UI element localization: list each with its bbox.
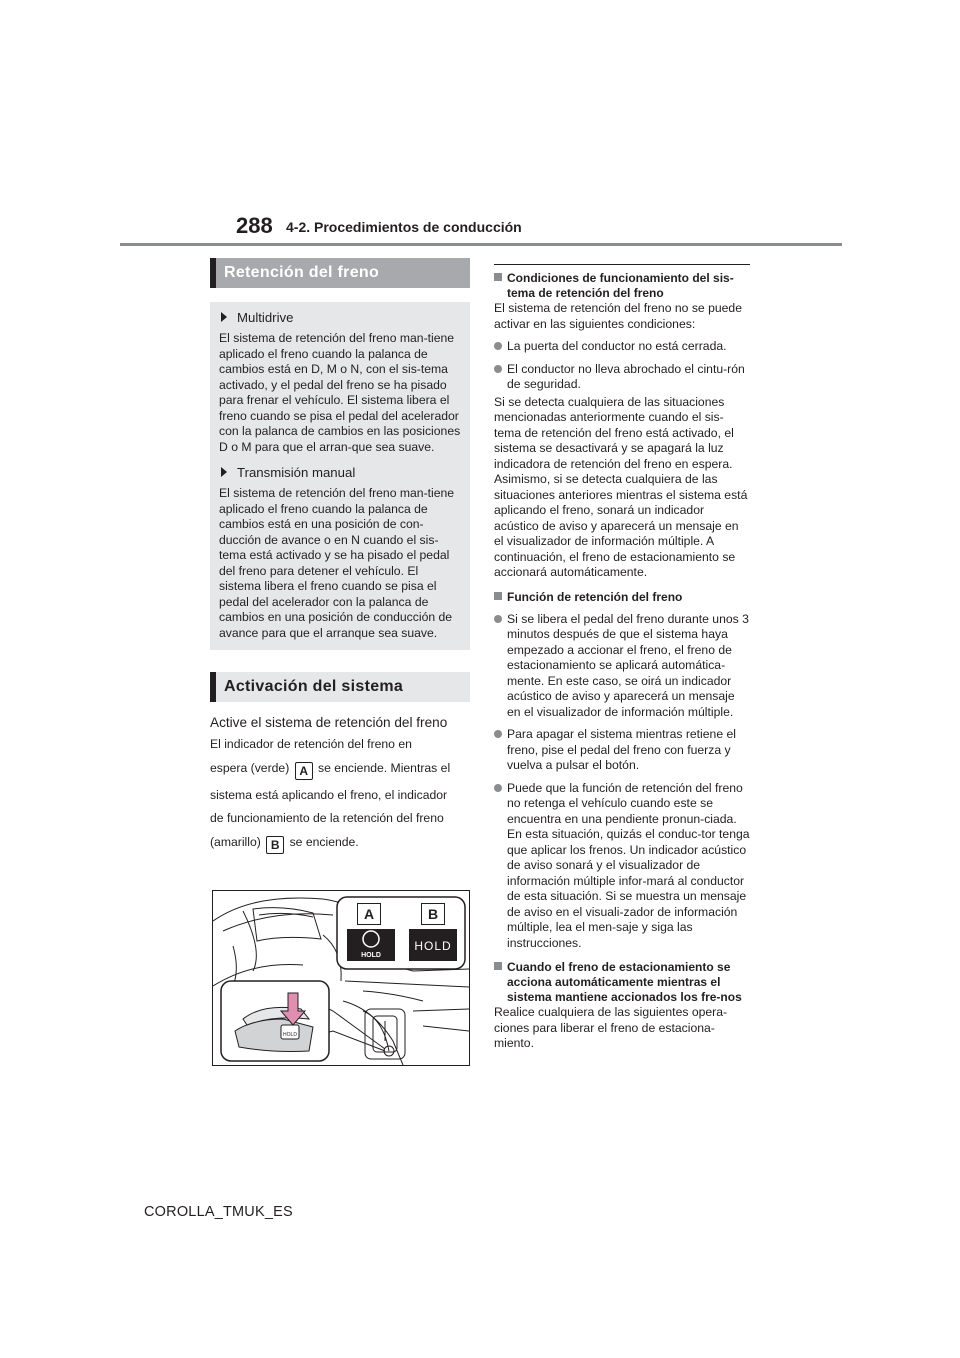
multidrive-heading	[219, 310, 461, 326]
parking-heading-text: Cuando el freno de estacionamiento se acciona automáticamente mientras el sistema mantiene accionados los fre-nos	[507, 960, 742, 1004]
round-bullet-icon	[494, 615, 502, 623]
function-heading	[494, 590, 750, 605]
list-item-text: Si se libera el pedal del freno durante unos 3 minutos después de que el sistema haya empezado a accionar el freno, el freno de estacionamiento se aplicará automática-mente. En este caso, se oirá un indicador acústico de aviso y aparecerá un mensaje en el visualizador de información múltiple.	[507, 611, 749, 719]
activation-line-2b: se enciende. Mientras el	[318, 760, 451, 775]
badge-a: A	[295, 762, 313, 780]
document-code: COROLLA_TMUK_ES	[144, 1204, 293, 1220]
header-accent-bar	[210, 258, 216, 288]
activation-line-5a: (amarillo)	[210, 834, 261, 849]
list-item	[494, 362, 750, 393]
page-number: 288	[236, 213, 273, 238]
hold-indicator-large-text: HOLD	[414, 939, 452, 953]
manual-text: El sistema de retención del freno man-tiene aplicado el freno cuando la palanca de cambios está en una posición de con-ducción de avance o en N cuando el sis-tema está activado y se ha pisado el pedal del freno para detener el vehículo. El sistema libera el freno cuando se pisa el pedal del acelerador con la palanca de cambios en una posición de conducción de avance para que el arranque sea suave.	[219, 486, 455, 640]
square-bullet-icon	[494, 962, 502, 970]
list-item-text: El conductor no lleva abrochado el cintu-rón de seguridad.	[507, 361, 745, 391]
multidrive-text: El sistema de retención del freno man-tiene aplicado el freno cuando la palanca de cambios está en D, M o N, con el sis-tema activado, y el pedal del freno se ha pisado para frenar el vehículo. El sistema libera el freno cuando se pisa el pedal del acelerador con la palanca de cambios en las posiciones D o M para que el arran-que sea suave.	[219, 331, 461, 454]
section-title: 4-2. Procedimientos de conducción	[286, 219, 522, 235]
list-item	[494, 612, 750, 721]
list-item	[494, 339, 750, 355]
conditions-paragraph: Si se detecta cualquiera de las situaciones mencionadas anteriormente cuando el sis-tema de retención del freno está activado, el sistema se desactivará y se apagará la luz indicadora de retención del freno en espera. Asimismo, si se detecta cualquiera de las situaciones anteriores mientras el sistema está aplicando el freno, sonará un indicador acústico de aviso y aparecerá un mensaje en el visualizador de información múltiple. A continuación, el freno de estacionamiento se accionará automáticamente.	[494, 394, 748, 579]
square-bullet-icon	[494, 273, 502, 281]
list-item-text: Puede que la función de retención del freno no retenga el vehículo cuando este se encuentra en una pendiente pronun-ciada. En esta situación, quizás el conduc-tor tenga que aplicar los frenos. Un indicador acústico de aviso sonará y el visualizador de información múltiple infor-mará al conductor de esta situación. Si se muestra un mensaje de aviso en el visuali-zador de información múltiple, lea el men-saje y siga las instrucciones.	[507, 780, 750, 950]
activation-line-2	[210, 761, 470, 780]
manual-heading-text: Transmisión manual	[237, 465, 356, 480]
manual-heading	[219, 465, 461, 481]
round-bullet-icon	[494, 365, 502, 373]
multidrive-heading-text: Multidrive	[237, 310, 294, 325]
activation-line-3: sistema está aplicando el freno, el indicador	[210, 787, 448, 802]
round-bullet-icon	[494, 730, 502, 738]
right-divider	[494, 264, 750, 265]
retention-info-box	[210, 302, 470, 650]
list-item	[494, 727, 750, 774]
list-item-text: Para apagar el sistema mientras retiene el freno, pise el pedal del freno con fuerza y vuelva a pulsar el botón.	[507, 727, 736, 772]
activation-line-1: El indicador de retención del freno en	[210, 737, 412, 751]
header-divider	[120, 243, 842, 246]
badge-b: B	[266, 836, 284, 854]
activation-line-4: de funcionamiento de la retención del freno	[210, 811, 444, 825]
right-column	[494, 264, 750, 1052]
activation-line-5b: se enciende.	[289, 834, 359, 849]
figure-label-a: A	[357, 903, 381, 925]
conditions-heading-text: Condiciones de funcionamiento del sis-tema de retención del freno	[507, 271, 734, 300]
round-bullet-icon	[494, 342, 502, 350]
conditions-heading	[494, 271, 750, 301]
hold-switch-label: HOLD	[283, 1032, 297, 1038]
parking-heading	[494, 960, 750, 1005]
square-bullet-icon	[494, 592, 502, 600]
activation-title: Activación del sistema	[224, 678, 404, 695]
triangle-bullet-icon	[221, 312, 227, 322]
activation-line-2a: espera (verde)	[210, 760, 290, 775]
activation-lead: Active el sistema de retención del freno	[210, 715, 448, 730]
activation-header	[210, 672, 470, 702]
list-item	[494, 781, 750, 952]
function-heading-text: Función de retención del freno	[507, 589, 683, 604]
round-bullet-icon	[494, 784, 502, 792]
list-item-text: La puerta del conductor no está cerrada.	[507, 339, 727, 353]
hold-system-illustration	[212, 890, 470, 1066]
retention-title: Retención del freno	[224, 264, 380, 281]
figure-label-b: B	[421, 903, 445, 925]
retention-header	[210, 258, 470, 288]
activation-line-5	[210, 835, 470, 854]
conditions-intro: El sistema de retención del freno no se puede activar en las siguientes condiciones:	[494, 301, 742, 331]
left-column	[210, 258, 470, 854]
header-accent-bar	[210, 672, 216, 702]
parking-text: Realice cualquiera de las siguientes opera-ciones para liberar el freno de estaciona-miento.	[494, 1005, 728, 1050]
triangle-bullet-icon	[221, 467, 227, 477]
hold-indicator-small-text: HOLD	[361, 952, 381, 959]
